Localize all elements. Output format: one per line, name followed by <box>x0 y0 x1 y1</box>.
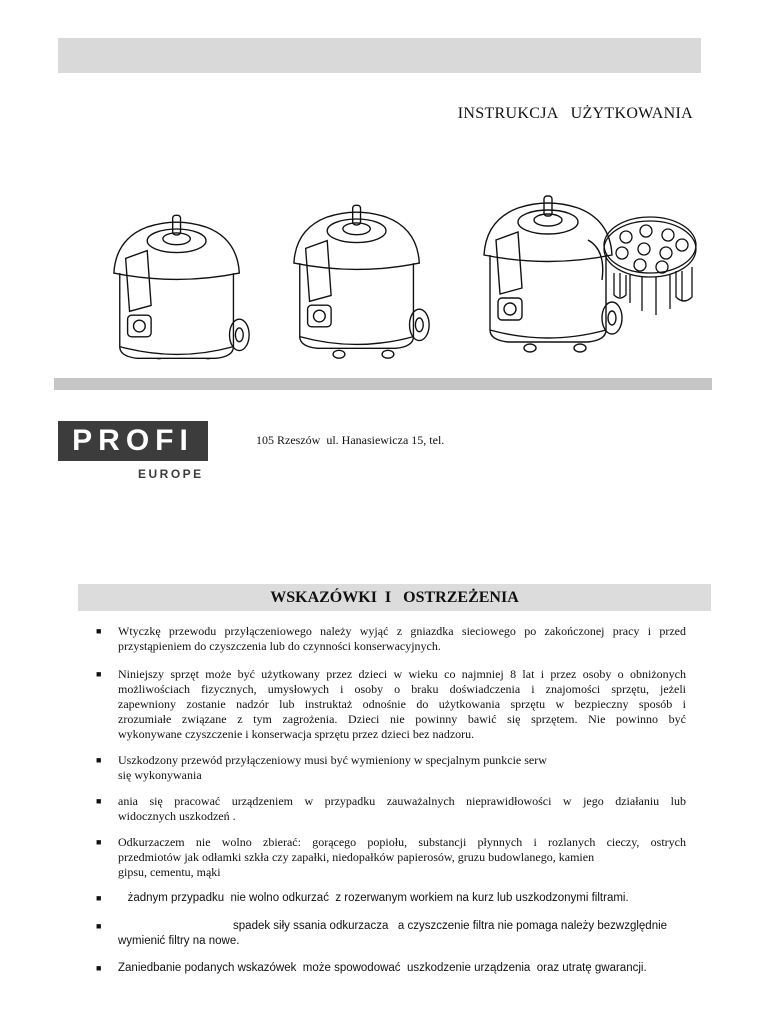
text-line: gipsu, cementu, mąki <box>118 865 221 879</box>
text-line: widocznych uszkodzeń . <box>118 809 236 823</box>
section-title: WSKAZÓWKI I OSTRZEŻENIA <box>78 584 711 611</box>
text-line: przystąpieniem do czyszczenia lub do czynności konserwacyjnych. <box>118 639 441 653</box>
profi-europe-logo <box>58 418 216 486</box>
text-line: Niniejszy sprzęt może być użytkowany przez dzieci w wieku co najmniej 8 lat i przez osoby o obniżonych <box>118 667 686 681</box>
text-line: możliwościach fizycznych, umysłowych i osoby o braku doświadczenia i znajomości sprzętu, jeżeli <box>118 682 686 696</box>
bullet-icon: ■ <box>96 893 102 903</box>
text-line: przedmiotów jak odłamki szkła czy zapałki, niedopałków papierosów, gruzu budowlanego, kamien <box>118 850 595 864</box>
logo-wordmark: PROFI <box>58 421 208 461</box>
text-line: wykonywane czyszczenie i konserwacja sprzętu przez dzieci bez nadzoru. <box>118 727 475 741</box>
text-line: Uszkodzony przewód przyłączeniowy musi być wymieniony w specjalnym punkcie serw <box>118 753 547 767</box>
company-address: 105 Rzeszów ul. Hanasiewicza 15, tel. <box>256 433 445 447</box>
bullet-icon: ■ <box>96 669 102 679</box>
bullet-icon: ■ <box>96 626 102 636</box>
bullet-icon: ■ <box>96 963 102 973</box>
text-line: zapewniony zostanie nadzór lub instruktaż odnośnie do użytkowania sprzętu w bezpieczny sposób i <box>118 697 686 711</box>
filter-assembly-icon <box>604 217 696 315</box>
logo-subtitle: EUROPE <box>138 467 204 481</box>
bullet-icon: ■ <box>96 921 102 931</box>
vacuum-cleaner-icon <box>484 196 622 352</box>
document-title: INSTRUKCJA UŻYTKOWANIA <box>457 105 693 122</box>
text-line: żadnym przypadku nie wolno odkurzać z rozerwanym workiem na kurz lub uszkodzonymi filtrami. <box>118 892 629 904</box>
vacuum-cleaner-icon <box>114 215 249 360</box>
vacuum-cleaner-icon <box>294 205 429 358</box>
text-line: wymienić filtry na nowe. <box>118 935 240 947</box>
text-line: ania się pracować urządzeniem w przypadku zauważalnych nieprawidłowości w jego działaniu lub <box>118 794 686 808</box>
bullet-icon: ■ <box>96 796 102 806</box>
text-line: Zaniedbanie podanych wskazówek może spowodować uszkodzenie urządzenia oraz utratę gwarancji. <box>118 962 647 974</box>
text-line: zrozumiałe związane z tym zagrożenia. Dzieci nie powinny bawić się sprzętem. Nie powinno być <box>118 712 686 726</box>
text-line: się wykonywania <box>118 768 202 782</box>
product-illustrations <box>100 160 740 360</box>
text-line: Wtyczkę przewodu przyłączeniowego należy wyjąć z gniazdka sieciowego po zakończonej pracy i przed <box>118 624 686 638</box>
bullet-icon: ■ <box>96 755 102 765</box>
header-band <box>58 38 701 73</box>
text-line: Odkurzaczem nie wolno zbierać: gorącego popiołu, substancji płynnych i rozlanych cieczy, ostrych <box>118 835 686 849</box>
text-line: spadek siły ssania odkurzacza a czyszczenie filtra nie pomaga należy bezwzględnie <box>118 920 668 932</box>
bullet-icon: ■ <box>96 837 102 847</box>
divider-band <box>54 378 712 390</box>
